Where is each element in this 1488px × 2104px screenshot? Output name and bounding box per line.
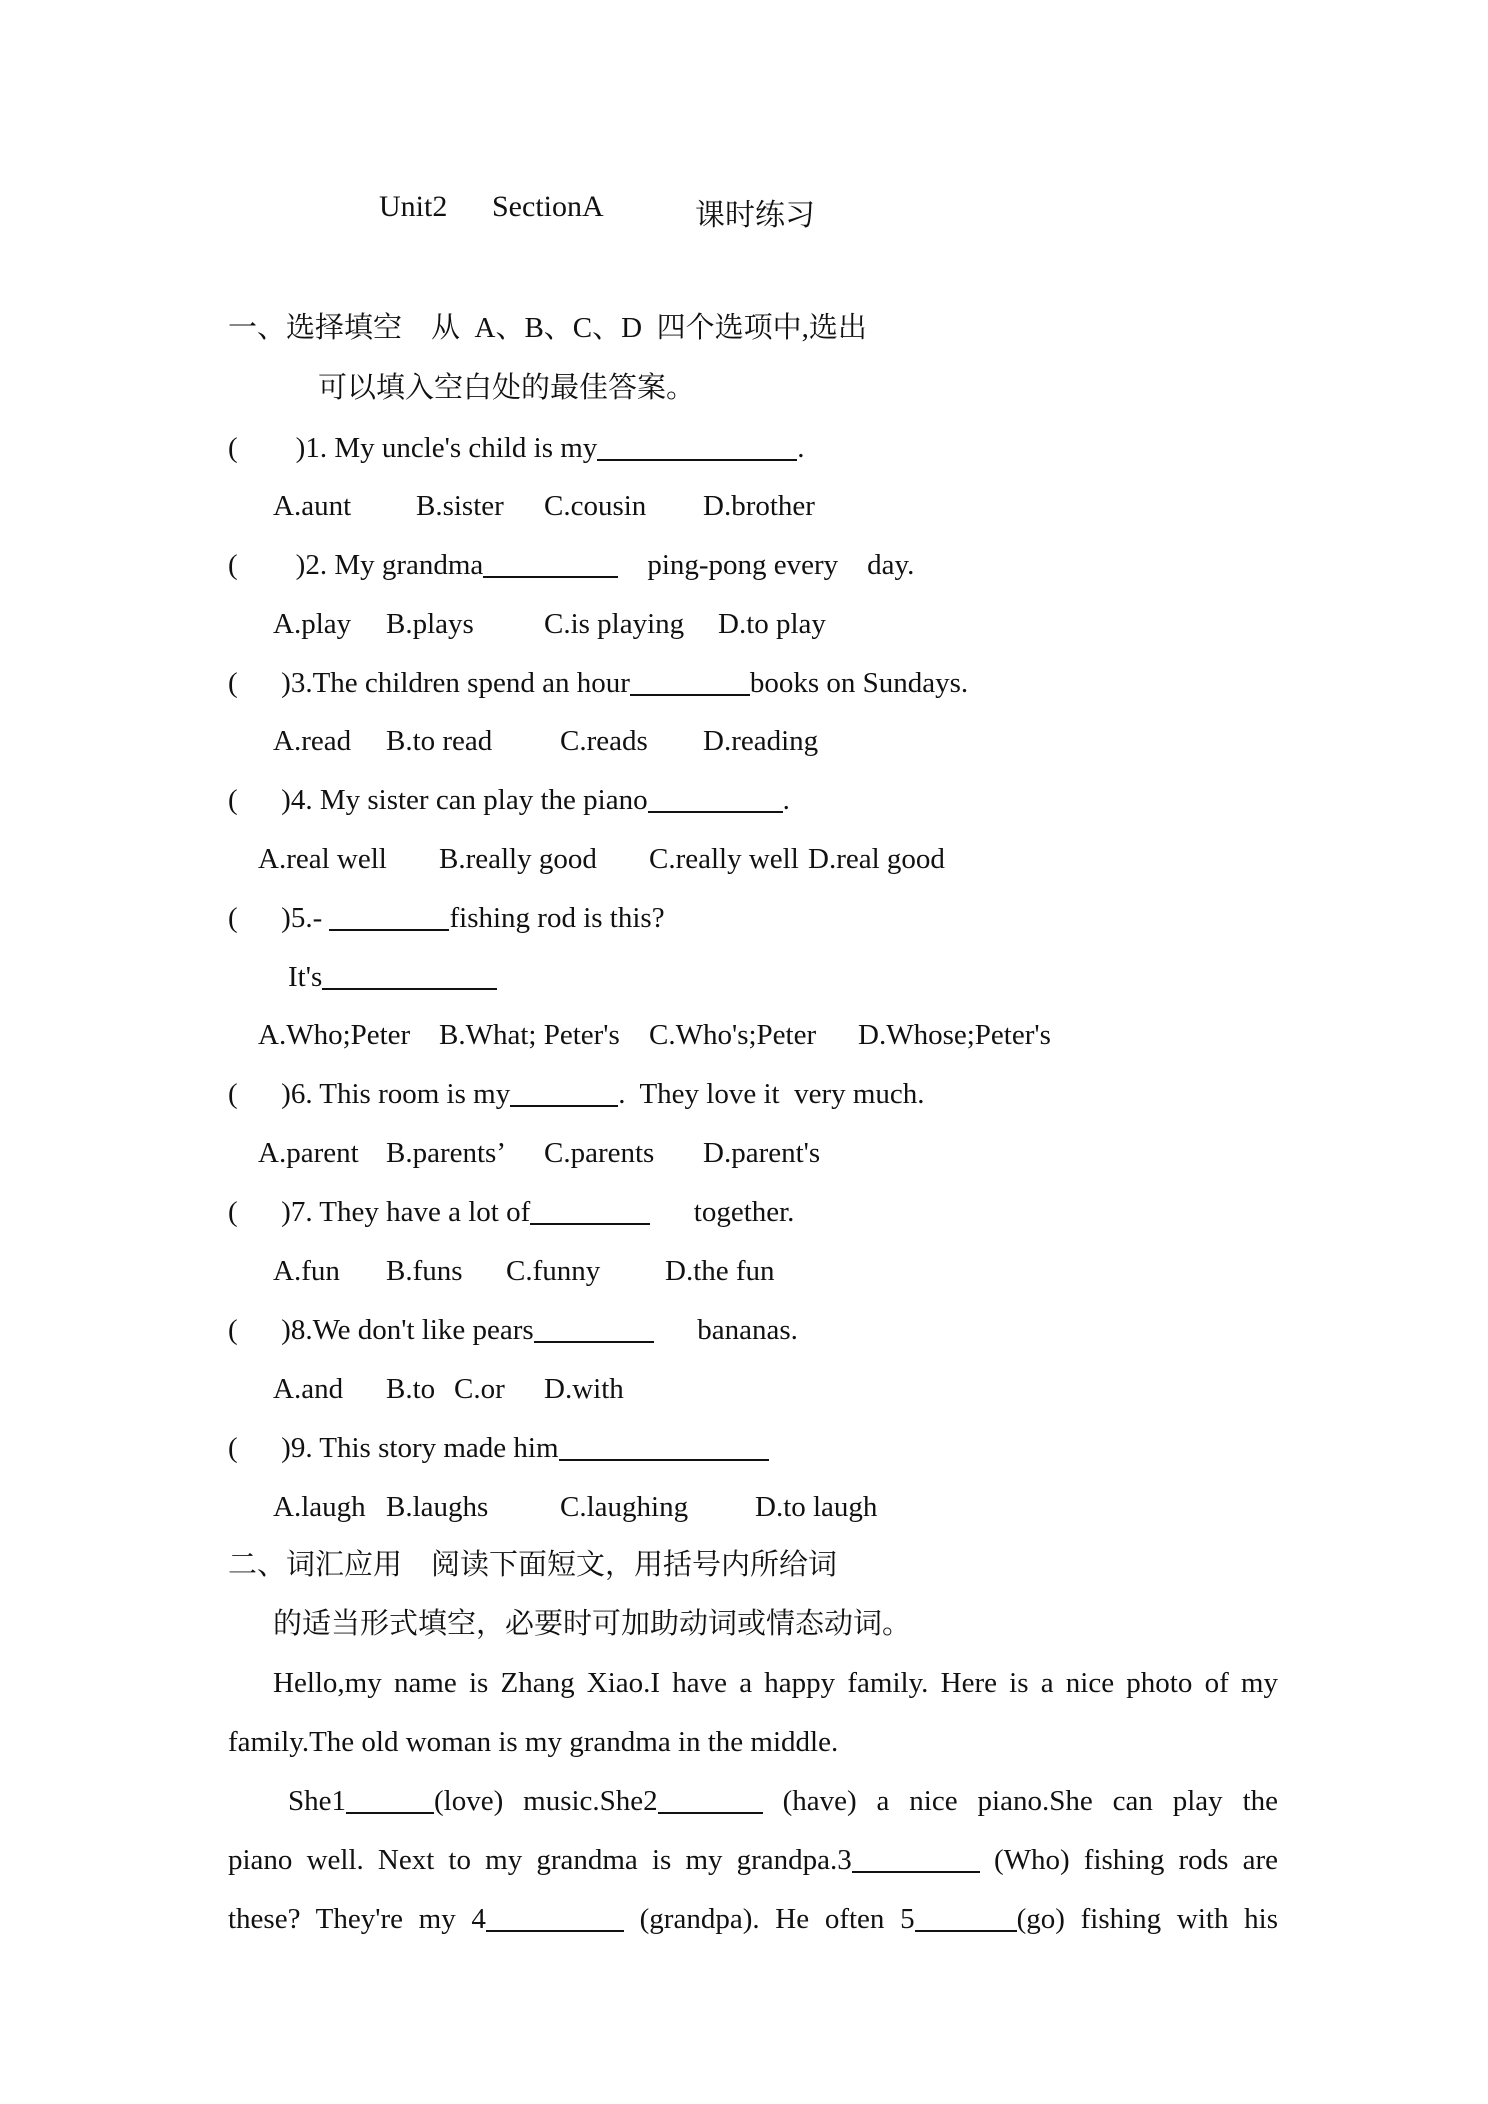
passage-line-1: Hello,my name is Zhang Xiao.I have a happy family. Here is a nice photo of my: [273, 1667, 1278, 1699]
passage-line-4: piano well. Next to my grandma is my grandpa.3 (Who) fishing rods are: [228, 1840, 1278, 1880]
question-2: ( )2. My grandma ping-pong every day.: [228, 545, 914, 585]
option: B.plays: [386, 608, 474, 640]
option: C.laughing: [560, 1491, 689, 1523]
question-7: ( )7. They have a lot of together.: [228, 1192, 794, 1232]
title-subtitle: 课时练习: [695, 199, 815, 232]
option: C.cousin: [544, 490, 647, 522]
answer-blank-5[interactable]: [915, 1900, 1017, 1932]
option: B.laughs: [386, 1491, 489, 1523]
part1-heading: 一、选择填空 从 A、B、C、D 四个选项中,选出: [228, 312, 867, 344]
option: D.real good: [808, 843, 945, 875]
answer-blank-2[interactable]: [658, 1782, 763, 1814]
answer-blank[interactable]: [510, 1075, 618, 1107]
option: B.to read: [386, 725, 493, 757]
option: D.to play: [718, 608, 826, 640]
option: B.to: [386, 1373, 436, 1405]
option: C.reads: [560, 725, 648, 757]
option: C.funny: [506, 1255, 601, 1287]
option: D.the fun: [665, 1255, 775, 1287]
passage-line-5: these? They're my 4 (grandpa). He often 5 (go) fishing with his: [228, 1899, 1278, 1939]
option: C.Who's;Peter: [649, 1019, 817, 1051]
option: B.funs: [386, 1255, 463, 1287]
option: A.fun: [273, 1255, 340, 1287]
option: A.and: [273, 1373, 344, 1405]
option: B.parents’: [386, 1137, 506, 1169]
question-8: ( )8.We don't like pears bananas.: [228, 1310, 798, 1350]
answer-blank-3[interactable]: [852, 1841, 980, 1873]
question-9: ( )9. This story made him: [228, 1428, 769, 1468]
option: D.reading: [703, 725, 819, 757]
option: C.parents: [544, 1137, 655, 1169]
answer-blank[interactable]: [648, 781, 783, 813]
option: A.read: [273, 725, 352, 757]
option: D.to laugh: [755, 1491, 878, 1523]
option: A.Who;Peter: [258, 1019, 411, 1051]
option: B.sister: [416, 490, 504, 522]
answer-blank-1[interactable]: [346, 1782, 434, 1814]
answer-blank[interactable]: [483, 546, 618, 578]
answer-blank[interactable]: [530, 1193, 650, 1225]
option: A.play: [273, 608, 352, 640]
option: A.laugh: [273, 1491, 366, 1523]
option: B.really good: [439, 843, 597, 875]
question-5: ( )5.- fishing rod is this?: [228, 898, 665, 938]
question-4: ( )4. My sister can play the piano .: [228, 780, 790, 820]
question-6: ( )6. This room is my . They love it very much.: [228, 1074, 925, 1114]
option: A.real well: [258, 843, 387, 875]
option: D.brother: [703, 490, 815, 522]
option: A.aunt: [273, 490, 352, 522]
title-section: SectionA: [492, 190, 604, 223]
option: D.with: [544, 1373, 624, 1405]
title-unit: Unit2: [379, 190, 448, 223]
option: B.What; Peter's: [439, 1019, 620, 1051]
answer-blank-4[interactable]: [486, 1900, 624, 1932]
answer-blank[interactable]: [597, 429, 797, 461]
answer-blank[interactable]: [630, 664, 750, 696]
part2-heading-cont: 的适当形式填空，必要时可加助动词或情态动词。: [273, 1608, 912, 1640]
question-5-answer-line: It's: [288, 957, 497, 997]
passage-line-2: family.The old woman is my grandma in the middle.: [228, 1726, 839, 1758]
option: C.or: [454, 1373, 505, 1405]
part2-heading: 二、词汇应用 阅读下面短文，用括号内所给词: [228, 1549, 838, 1581]
option: C.really well: [649, 843, 799, 875]
question-1: ( )1. My uncle's child is my .: [228, 428, 805, 468]
answer-blank[interactable]: [322, 958, 497, 990]
option: A.parent: [258, 1137, 359, 1169]
question-3: ( )3.The children spend an hour books on Sundays.: [228, 663, 968, 703]
answer-blank[interactable]: [559, 1429, 769, 1461]
answer-blank[interactable]: [534, 1311, 654, 1343]
option: C.is playing: [544, 608, 685, 640]
option: D.Whose;Peter's: [858, 1019, 1051, 1051]
part1-heading-cont: 可以填入空白处的最佳答案。: [318, 372, 696, 404]
passage-line-3: She1 (love) music.She2 (have) a nice piano.She can play the: [228, 1781, 1278, 1821]
answer-blank[interactable]: [329, 899, 449, 931]
option: D.parent's: [703, 1137, 821, 1169]
